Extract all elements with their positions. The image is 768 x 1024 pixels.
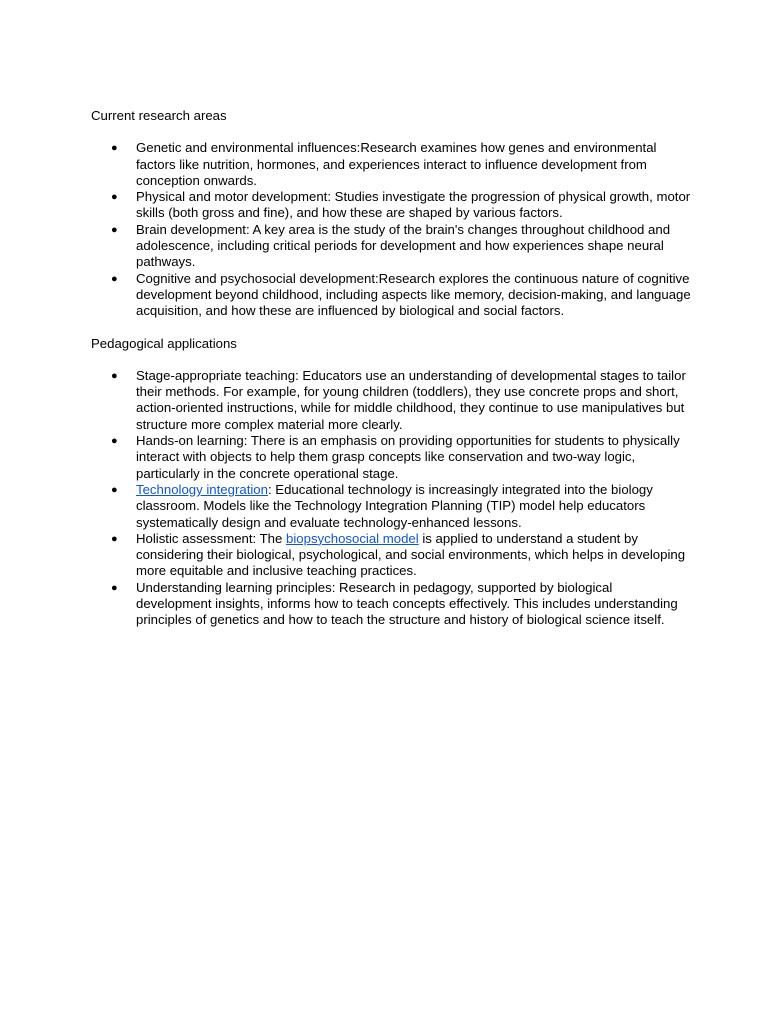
list-item — [91, 368, 691, 433]
list-item — [91, 271, 691, 320]
document-body — [91, 108, 691, 629]
list-item — [91, 580, 691, 629]
list-item-text: Stage-appropriate teaching: Educators use an understanding of developmental stages to tailor their methods. For example, for young children (toddlers), they use concrete props and short, action-oriented instructions, while for middle childhood, they continue to use manipulatives but structure more complex material more clearly. — [136, 367, 686, 432]
bullet-icon: ● — [111, 435, 118, 448]
bullet-icon: ● — [111, 532, 118, 545]
bullet-icon: ● — [111, 223, 118, 236]
list-item — [91, 222, 691, 271]
pedagogy-list — [91, 368, 691, 629]
section-spacer — [91, 320, 691, 336]
bullet-icon: ● — [111, 483, 118, 496]
biopsychosocial-model-link[interactable]: biopsychosocial model — [286, 530, 419, 546]
list-item-text-prefix: Holistic assessment: The — [136, 530, 287, 546]
list-item — [91, 433, 691, 482]
list-item — [91, 482, 691, 531]
technology-integration-link[interactable]: Technology integration — [136, 481, 268, 497]
list-item-text: Physical and motor development: Studies investigate the progression of physical growth, motor skills (both gross and fine), and how these are shaped by various factors. — [136, 189, 691, 221]
list-item-text: is applied to understand a student by considering their biological, psychological, and social environments, which helps in developing more equitable and inclusive teaching practices. — [136, 530, 686, 579]
list-item-text: Brain development: A key area is the study of the brain's changes throughout childhood and adolescence, including critical periods for development and how experiences shape neural pathways. — [136, 221, 671, 270]
list-item-text: Genetic and environmental influences:Research examines how genes and environmental factors like nutrition, hormones, and experiences interact to influence development from conception onwards. — [136, 140, 657, 188]
list-item-text: : Educational technology is increasingly integrated into the biology classroom. Models like the Technology Integration Planning (TIP) model help educators systematically design and evaluate technology-enhanced lessons. — [136, 481, 653, 530]
bullet-icon: ● — [111, 581, 118, 594]
bullet-icon: ● — [111, 191, 118, 204]
research-list — [91, 140, 691, 319]
list-item-text: Hands-on learning: There is an emphasis on providing opportunities for students to physically interact with objects to help them grasp concepts like conservation and two-way logic, particularly in the concrete operational stage. — [136, 433, 680, 481]
bullet-icon: ● — [111, 142, 118, 155]
list-item — [91, 140, 691, 189]
section-heading-pedagogy: Pedagogical applications — [91, 335, 237, 351]
list-item — [91, 531, 691, 580]
bullet-icon: ● — [111, 369, 118, 382]
list-item-text: Understanding learning principles: Research in pedagogy, supported by biological development insights, informs how to teach concepts effectively. This includes understanding principles of genetics and how to teach the structure and history of biological science itself. — [136, 579, 678, 628]
bullet-icon: ● — [111, 272, 118, 285]
list-item — [91, 189, 691, 222]
section-heading-research: Current research areas — [91, 108, 227, 123]
list-item-text: Cognitive and psychosocial development:Research explores the continuous nature of cognitive development beyond childhood, including aspects like memory, decision-making, and language acquisition, and how these are influenced by biological and social factors. — [136, 270, 691, 319]
